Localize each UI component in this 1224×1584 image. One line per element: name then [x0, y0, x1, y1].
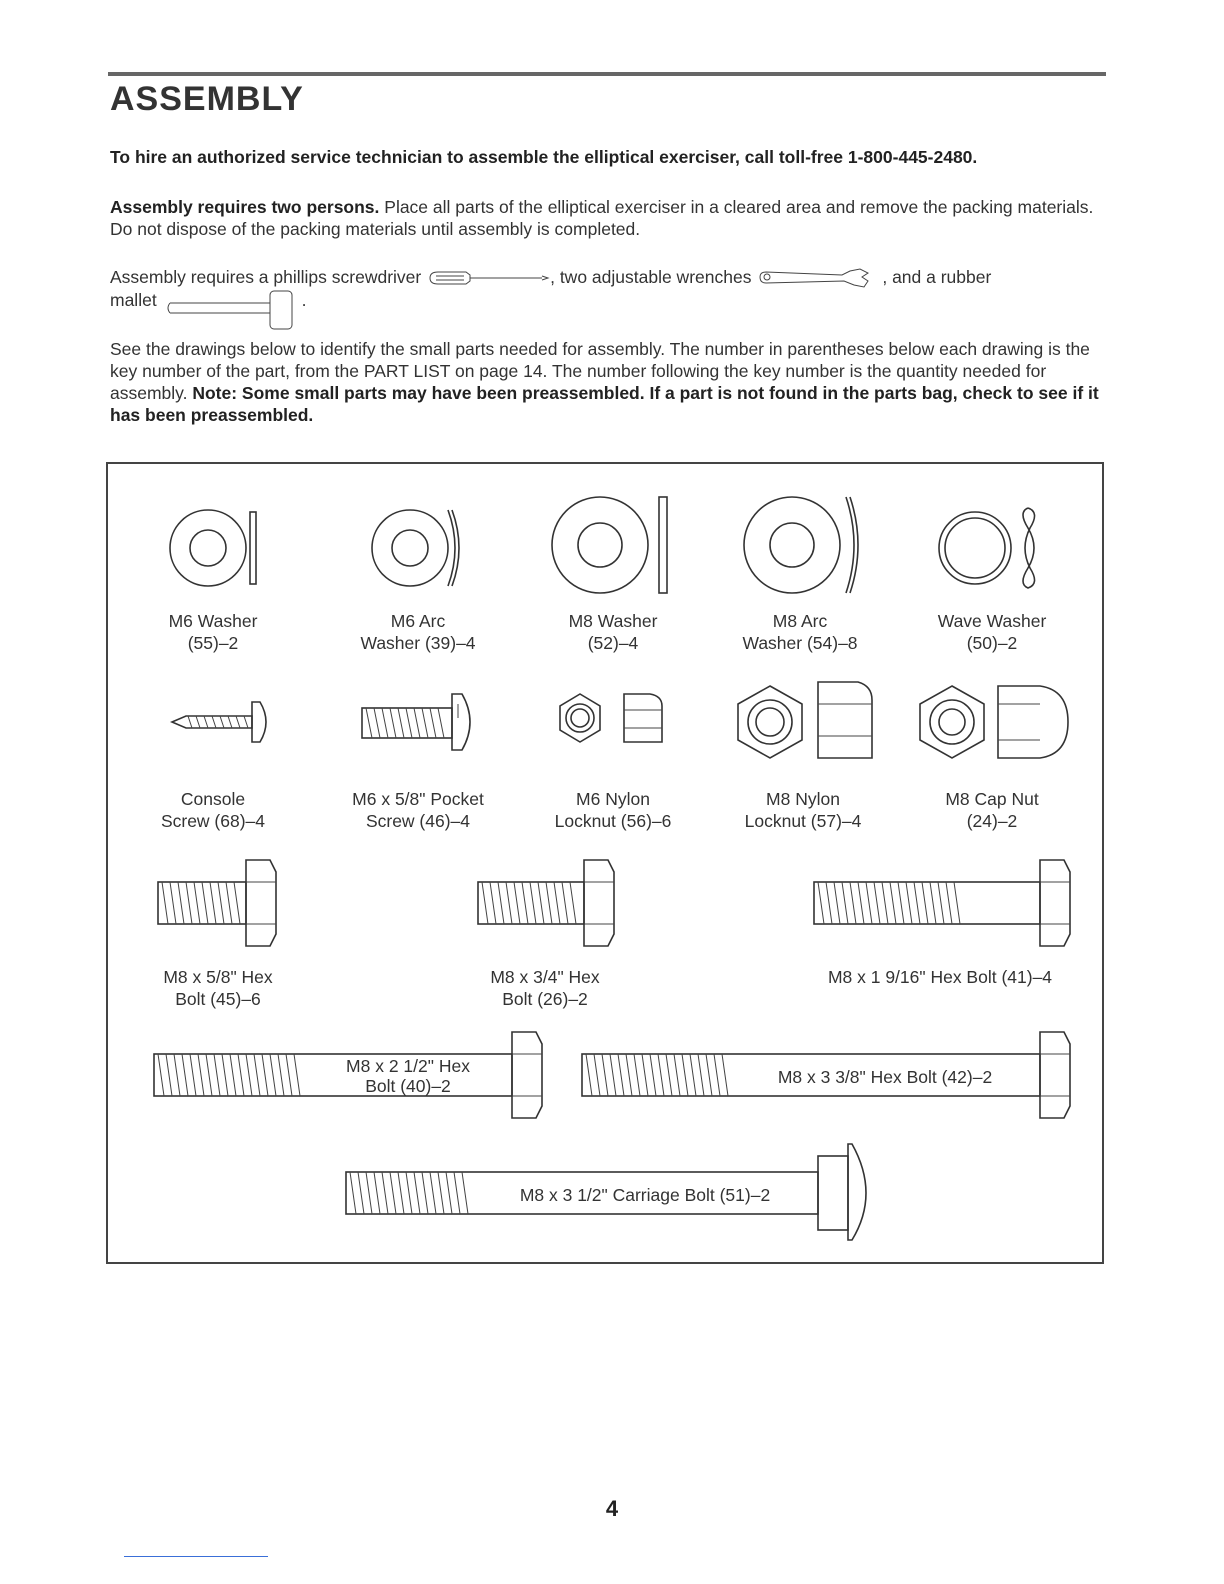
m8-locknut-label: M8 Nylon Locknut (57)–4 — [744, 789, 862, 831]
tools-text-e: . — [301, 290, 307, 311]
two-persons-rest: Place all parts of the elliptical exerciser in a cleared area and remove the packing materials. Do not dispose of the packing materials until assembly is completed. — [110, 197, 1094, 239]
wave-washer-label: Wave Washer (50)–2 — [937, 611, 1047, 653]
tools-text-b: , two adjustable wrenches — [550, 267, 752, 287]
preassembled-note: Note: Some small parts may have been preassembled. If a part is not found in the parts bag, check to see if it has been preassembled. — [110, 383, 1099, 425]
tools-text-c: , and a rubber — [882, 267, 992, 287]
pocket-screw-drawing — [362, 694, 470, 750]
hex-bolt-26-drawing — [478, 860, 614, 946]
wave-washer-drawing — [939, 508, 1035, 588]
m8-cap-nut-drawing — [920, 686, 1068, 758]
m6-locknut-label: M6 Nylon Locknut (56)–6 — [554, 789, 672, 831]
service-line: To hire an authorized service technician to assemble the elliptical exerciser, call toll-free 1-800-445-2480. — [110, 147, 978, 167]
see-text: See the drawings below to identify the small parts needed for assembly. The number in parentheses below each drawing is the key number of the part, from the PART LIST on page 14. The number following the key number is the quantity needed for assembly. — [110, 339, 1090, 403]
hex-bolt-41-drawing — [814, 860, 1070, 946]
m6-washer-label: M6 Washer (55)–2 — [168, 611, 258, 653]
pocket-screw-label: M6 x 5/8" Pocket Screw (46)–4 — [352, 789, 484, 831]
m8-arc-washer-drawing — [744, 497, 858, 593]
bolt-45-label: M8 x 5/8" Hex Bolt (45)–6 — [163, 967, 273, 1009]
bolt-51-label: M8 x 3 1/2" Carriage Bolt (51)–2 — [519, 1185, 771, 1205]
tools-text-a: Assembly requires a phillips screwdriver — [110, 267, 422, 287]
footer-rule — [124, 1556, 268, 1557]
m6-arc-washer-label: M6 Arc Washer (39)–4 — [360, 611, 476, 653]
bolt-40-label: M8 x 2 1/2" Hex Bolt (40)–2 — [346, 1056, 470, 1096]
m8-locknut-drawing — [738, 682, 872, 758]
page-number: 4 — [605, 1496, 619, 1521]
m8-washer-label: M8 Washer (52)–4 — [568, 611, 658, 653]
m8-cap-nut-label: M8 Cap Nut (24)–2 — [945, 789, 1039, 831]
m6-locknut-drawing — [560, 694, 662, 742]
console-screw-drawing — [172, 702, 266, 742]
tools-text-d: mallet — [110, 290, 157, 311]
hex-bolt-45-drawing — [158, 860, 276, 946]
m8-arc-washer-label: M8 Arc Washer (54)–8 — [742, 611, 858, 653]
bolt-42-label: M8 x 3 3/8" Hex Bolt (42)–2 — [777, 1067, 993, 1087]
two-persons-bold: Assembly requires two persons. — [110, 197, 380, 217]
console-screw-label: Console Screw (68)–4 — [160, 789, 266, 831]
m8-washer-drawing — [552, 497, 667, 593]
bolt-41-label: M8 x 1 9/16" Hex Bolt (41)–4 — [827, 967, 1053, 987]
page-title: ASSEMBLY — [110, 80, 304, 118]
m6-arc-washer-drawing — [372, 510, 459, 586]
bolt-26-label: M8 x 3/4" Hex Bolt (26)–2 — [490, 967, 600, 1009]
m6-washer-drawing — [170, 510, 256, 586]
